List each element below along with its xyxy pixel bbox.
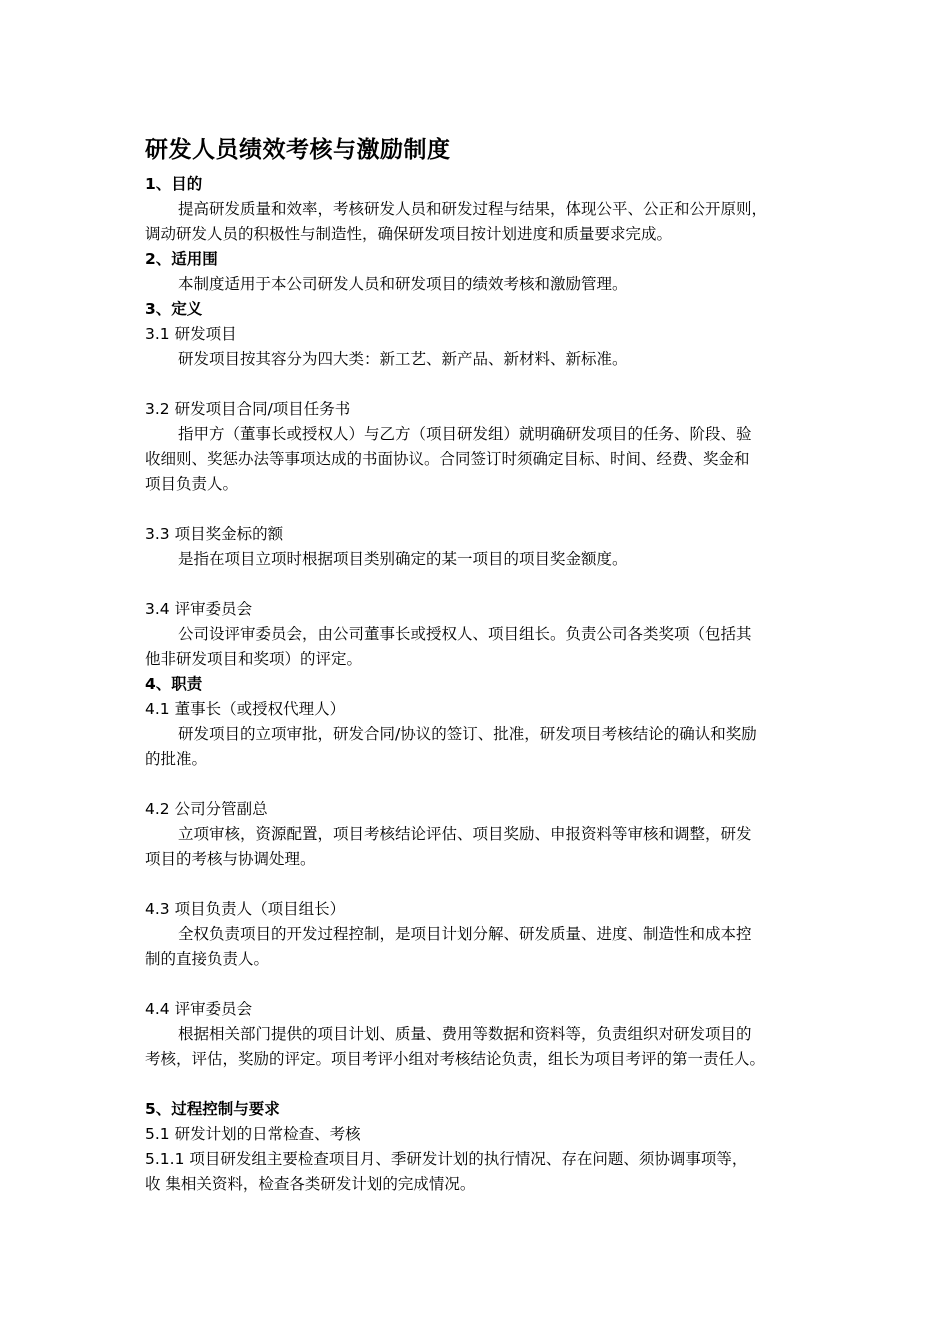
document-title: 研发人员绩效考核与激励制度 [145,137,451,163]
paragraph-line: 5.1.1 项目研发组主要检查项目月、季研发计划的执行情况、存在问题、须协调事项等， [145,1150,748,1168]
blank-line [145,372,815,397]
blank-line [145,497,815,522]
paragraph-line: 本制度适用于本公司研发人员和研发项目的绩效考核和激励管理。 [178,275,628,293]
paragraph-line: 3.1 研发项目 [145,325,237,343]
section-heading: 5、过程控制与要求 [145,1100,280,1118]
paragraph-line: 项目的考核与协调处理。 [145,850,316,868]
paragraph-line: 5.1 研发计划的日常检查、考核 [145,1125,361,1143]
paragraph-line: 3.3 项目奖金标的额 [145,525,284,543]
paragraph-line: 4.3 项目负责人（项目组长） [145,900,346,918]
blank-line [145,772,815,797]
paragraph-line: 4.4 评审委员会 [145,1000,253,1018]
paragraph-line: 研发项目按其容分为四大类：新工艺、新产品、新材料、新标准。 [178,350,628,368]
document-page [145,130,815,1197]
paragraph-line: 4.1 董事长（或授权代理人） [145,700,346,718]
blank-line [145,572,815,597]
paragraph-line: 研发项目的立项审批，研发合同/协议的签订、批准，研发项目考核结论的确认和奖励 [178,725,757,743]
paragraph-line: 指甲方（董事长或授权人）与乙方（项目研发组）就明确研发项目的任务、阶段、验 [178,425,752,443]
section-heading: 2、适用围 [145,250,218,268]
paragraph-line: 根据相关部门提供的项目计划、质量、费用等数据和资料等，负责组织对研发项目的 [178,1025,752,1043]
blank-line [145,872,815,897]
section-heading: 1、目的 [145,175,203,193]
paragraph-line: 全权负责项目的开发过程控制，是项目计划分解、研发质量、进度、制造性和成本控 [178,925,752,943]
paragraph-line: 收细则、奖惩办法等事项达成的书面协议。合同签订时须确定目标、时间、经费、奖金和 [145,450,750,468]
paragraph-line: 制的直接负责人。 [145,950,270,968]
paragraph-line: 立项审核，资源配置，项目考核结论评估、项目奖励、申报资料等审核和调整，研发 [178,825,752,843]
paragraph-line: 提高研发质量和效率，考核研发人员和研发过程与结果，体现公平、公正和公开原则， [178,200,768,218]
blank-line [145,972,815,997]
document-body [145,172,815,1197]
paragraph-line: 调动研发人员的积极性与制造性，确保研发项目按计划进度和质量要求完成。 [145,225,673,243]
paragraph-line: 考核，评估，奖励的评定。项目考评小组对考核结论负责，组长为项目考评的第一责任人。 [145,1050,766,1068]
blank-line [145,1072,815,1097]
section-heading: 4、职责 [145,675,203,693]
section-heading: 3、定义 [145,300,203,318]
paragraph-line: 收 集相关资料，检查各类研发计划的完成情况。 [145,1175,476,1193]
paragraph-line: 3.2 研发项目合同/项目任务书 [145,400,351,418]
paragraph-line: 是指在项目立项时根据项目类别确定的某一项目的项目奖金额度。 [178,550,628,568]
paragraph-line: 3.4 评审委员会 [145,600,253,618]
paragraph-line: 的批准。 [145,750,208,768]
paragraph-line: 他非研发项目和奖项）的评定。 [145,650,363,668]
paragraph-line: 公司设评审委员会，由公司董事长或授权人、项目组长。负责公司各类奖项（包括其 [178,625,752,643]
paragraph-line: 项目负责人。 [145,475,239,493]
paragraph-line: 4.2 公司分管副总 [145,800,268,818]
